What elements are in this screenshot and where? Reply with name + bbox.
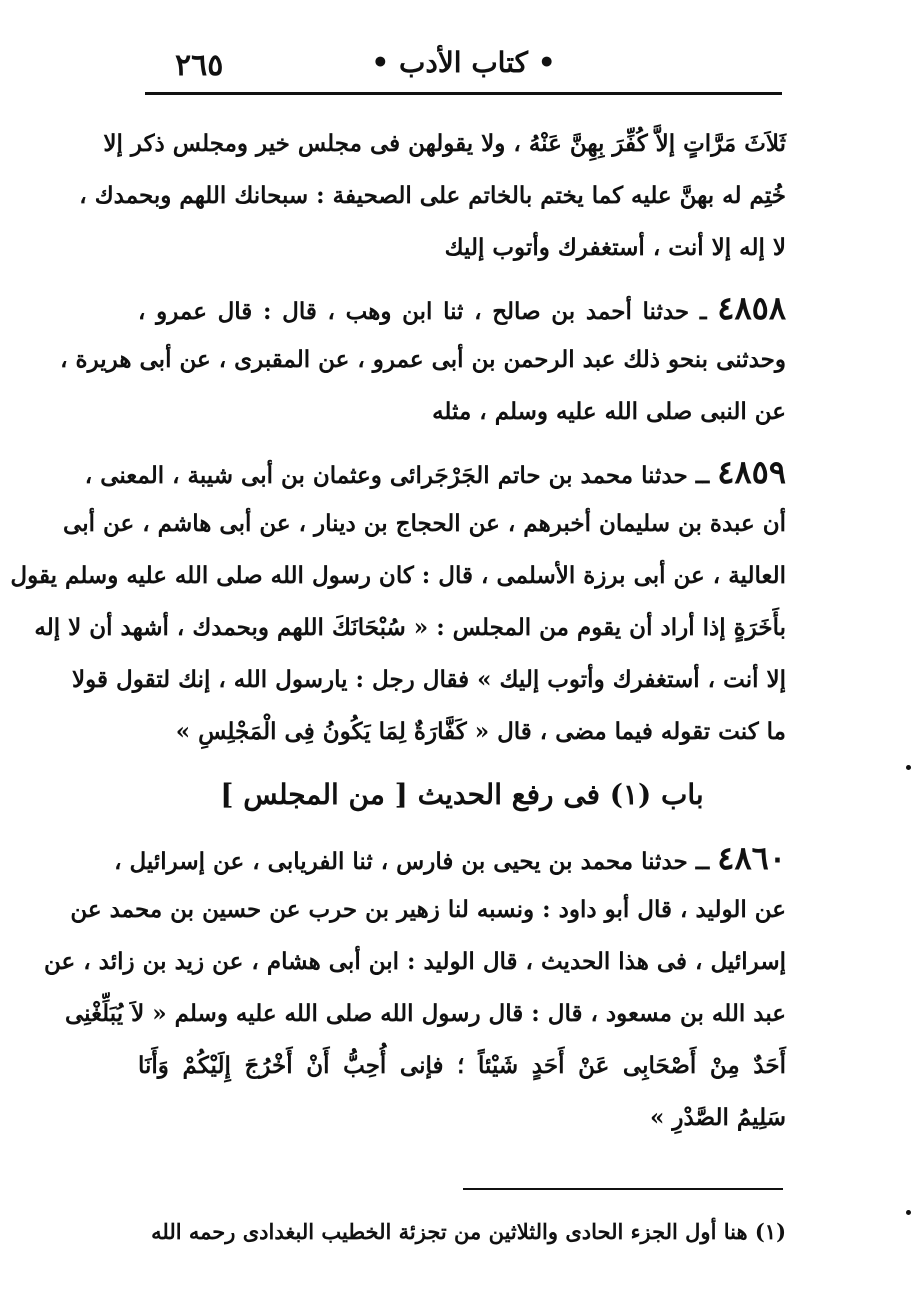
paragraph-gap [138,438,786,446]
hadith-4858 [60,282,786,438]
text-line: وحدثنى بنحو ذلك عبد الرحمن بن أبى عمرو ، عن المقبرى ، عن أبى هريرة ، [60,346,786,373]
text-line: عبد الله بن مسعود ، قال : قال رسول الله صلى الله عليه وسلم « لاَ يُبَلِّغْنِى [64,1000,786,1027]
hadith-number: ٤٨٥٩ [717,453,786,491]
running-title: • كتاب الأدب • [371,46,556,79]
text-line: لا إله إلا أنت ، أستغفرك وأتوب إليك [444,234,786,261]
text-line [138,282,786,334]
text-line: أَحَدٌ مِنْ أَصْحَابِى عَنْ أَحَدٍ شَيْئاً ؛ فإنى أُحِبُّ أَنْ أَخْرُجَ إِلَيْكُمْ وَأَنَا [138,1052,786,1079]
hadith-4860 [44,832,786,1144]
page-number: ٢٦٥ [175,48,224,83]
text-line: إسرائيل ، فى هذا الحديث ، قال الوليد : ابن أبى هشام ، عن زيد بن زائد ، عن [44,948,786,975]
chapter-heading: باب (١) فى رفع الحديث [ من المجلس ] [220,778,704,811]
hadith-text: ـ حدثنا أحمد بن صالح ، ثنا ابن وهب ، قال : قال عمرو ، [138,298,707,325]
page-header [145,40,782,90]
paragraph-gap [138,274,786,282]
hadith-text: ــ حدثنا محمد بن يحيى بن فارس ، ثنا الفريابى ، عن إسرائيل ، [114,848,710,875]
text-line: سَلِيمُ الصَّدْرِ » [649,1104,786,1131]
footnote: (١) هنا أول الجزء الحادى والثلاثين من تجزئة الخطيب البغدادى رحمه الله [151,1219,786,1244]
scan-speck [906,1210,911,1215]
hadith-number: ٤٨٦٠ [717,839,786,877]
text-line: عن النبى صلى الله عليه وسلم ، مثله [432,398,786,425]
hadith-text: ــ حدثنا محمد بن حاتم الجَرْجَرائى وعثمان بن أبى شيبة ، المعنى ، [84,462,710,489]
main-text [10,118,786,1144]
text-line: العالية ، عن أبى برزة الأسلمى ، قال : كان رسول الله صلى الله عليه وسلم يقول [10,562,786,589]
hadith-number: ٤٨٥٨ [717,289,786,327]
scan-speck [906,765,911,770]
text-line: عن الوليد ، قال أبو داود : ونسبه لنا زهير بن حرب عن حسين بن محمد عن [70,896,786,923]
hadith-4859 [10,446,786,758]
text-line: أن عبدة بن سليمان أخبرهم ، عن الحجاج بن دينار ، عن أبى هاشم ، عن أبى [63,510,786,537]
text-line: خُتِم له بهنَّ عليه كما يختم بالخاتم على الصحيفة : سبحانك اللهم وبحمدك ، [79,182,786,209]
text-line [84,446,786,498]
text-line: ما كنت تقوله فيما مضى ، قال « كَفَّارَةٌ لِمَا يَكُونُ فِى الْمَجْلِسِ » [175,718,786,745]
header-rule [145,92,782,95]
text-line: ثَلاَثَ مَرَّاتٍ إلاَّ كُفِّرَ بِهِنَّ عَنْهُ ، ولا يقولهن فى مجلس خير ومجلس ذكر إلا [103,130,786,157]
text-line: بأَخَرَةٍ إذا أراد أن يقوم من المجلس : « سُبْحَانَكَ اللهم وبحمدك ، أشهد أن لا إله [34,614,786,641]
text-line [114,832,786,884]
footnote-rule [463,1188,783,1190]
text-line: إلا أنت ، أستغفرك وأتوب إليك » فقال رجل : يارسول الله ، إنك لتقول قولا [72,666,786,693]
paragraph-continuation [79,118,786,274]
